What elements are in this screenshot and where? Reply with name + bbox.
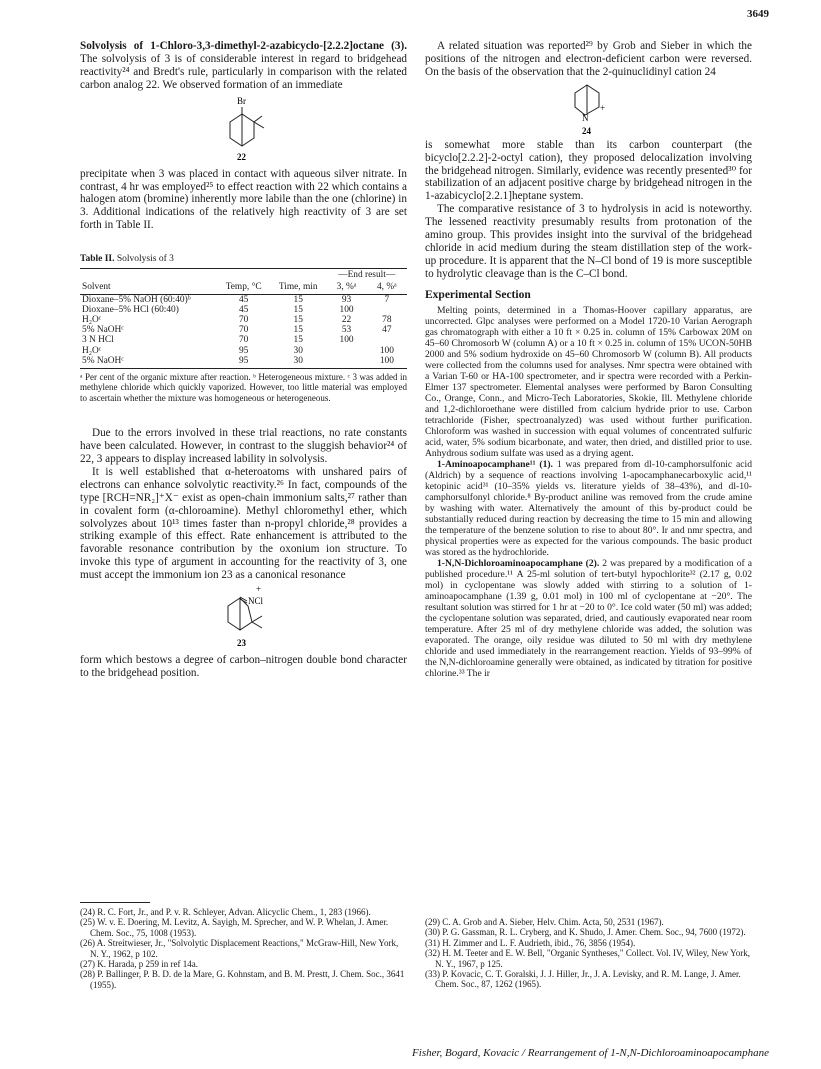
nitrogen-chloride-label: NCl	[247, 596, 263, 607]
reference-item: (30) P. G. Gassman, R. L. Cryberg, and K. Shudo, J. Amer. Chem. Soc., 94, 7600 (1972).	[425, 927, 746, 938]
table-cell: 70	[238, 335, 249, 346]
table-cell	[367, 305, 407, 315]
table-cell: 45	[238, 294, 249, 305]
table-cell: 15	[293, 304, 303, 315]
reference-item: (25) W. v. E. Doering, M. Levitz, A. Sayigh, M. Sprecher, and W. P. Whelan, J. Amer. Chem. Soc., 75, 1008 (1953).	[80, 917, 389, 938]
table-row	[80, 356, 407, 369]
column-header: Time, min	[270, 281, 326, 294]
right-column	[425, 40, 752, 679]
table-cell: 45	[238, 304, 249, 315]
table-cell: 100	[339, 304, 354, 315]
reference-item: (26) A. Streitwieser, Jr., "Solvolytic Displacement Reactions," McGraw-Hill, New York, N. Y., 1962, p 102.	[80, 938, 399, 959]
table-cell: 22	[341, 314, 352, 325]
table-row	[80, 305, 407, 315]
reference-item: (32) H. M. Teeter and E. W. Bell, "Organic Syntheses," Collect. Vol. IV, Wiley, New York, N. Y., 1967, p 125.	[425, 948, 750, 969]
left-paragraph-4: It is well established that α-heteroatoms with unshared pairs of electrons can enhance solvolytic reactivity.²⁶ In fact, compounds of the type [RCH=NR₂]⁺X⁻ exist as open-chain immonium salts,²⁷ rather than in covalent form (α-chloroamine). Methyl chloromethyl ether, which solvolyzes about 10¹³ times faster than n-propyl chloride,²⁸ provides a striking example of this effect. Rate enhancement is attributed to the favorable resonance contribution by the oxonium ion structure. To invoke this type of argument in accounting for the reactivity of 3, one must accept the immonium ion 23 as a canonical resonance	[80, 465, 407, 582]
paragraph-text: 1 was prepared from dl-10-camphorsulfonic acid (Aldrich) by a sequence of reactions involving 1-apocamphanecarboxylic acid,¹¹ ketopinic acid³¹ (10–35% yields vs. literature yields of 38–43%), and dl-10-camphorsulfonyl chloride.⁸ By-product aniline was removed from the crude amine by washing with water. Alternatively the amount of this by-product could be substantially reduced during reaction by decreasing the time to 15 min and allowing the temperature of the benzene solution to rise to about 80°. Ir and nmr spectra, and physical properties were as expected for the various compounds. The basic product was stored as the hydrochloride.	[425, 458, 753, 558]
run-in-heading-compound-1: 1-Aminoapocamphane¹¹ (1).	[437, 458, 553, 470]
charge-label: +	[599, 102, 605, 113]
table-cell: 47	[382, 325, 392, 336]
table-cell: Dioxane–5% HCl (60:40)	[82, 304, 179, 315]
table-cell: 15	[293, 314, 303, 325]
table-cell: 30	[293, 345, 303, 356]
table-row	[80, 315, 407, 325]
reference-item: (24) R. C. Fort, Jr., and P. v. R. Schleyer, Advan. Alicyclic Chem., 1, 283 (1966).	[80, 907, 371, 917]
paragraph-text: The solvolysis of 3 is of considerable interest in regard to bridgehead reactivity²⁴ and Bredt's rule, particularly in comparison with the related carbon analog 22. We observed formation of an immediate	[80, 52, 407, 91]
column-header: 3, %ᵃ	[326, 281, 366, 294]
table-cell: 78	[382, 314, 392, 325]
table-cell: 100	[379, 345, 394, 356]
table-label: Table II.	[80, 254, 115, 265]
column-header: Temp, °C	[217, 281, 270, 294]
table-cell: 95	[238, 345, 249, 356]
solvolysis-table	[80, 268, 407, 369]
table-row	[80, 294, 407, 305]
table-cell: 15	[293, 294, 303, 305]
quinuclidine-skeleton	[575, 85, 599, 115]
table-header-row	[80, 281, 407, 294]
table-cell: 30	[270, 356, 326, 369]
table-cell: 15	[293, 335, 303, 346]
references-left	[80, 907, 407, 990]
column-header: Solvent	[80, 281, 217, 294]
table-cell: 95	[217, 356, 270, 369]
structure-23	[204, 584, 284, 652]
table-cell: Dioxane–5% NaOH (60:40)ᵇ	[82, 294, 191, 305]
table-cell	[326, 346, 366, 356]
table-cell: 53	[341, 325, 352, 336]
right-paragraph-2: is somewhat more stable than its carbon counterpart (the bicyclo[2.2.2]-2-octyl cation), they proposed delocalization involving the bridgehead nitrogen. Similarly, evidence was recently presented³⁰ for stabilization of an adjacent positive charge by bridgehead nitrogen in the 1-azabicyclo[2.2.1]heptane system.	[425, 138, 752, 203]
references-right	[425, 917, 752, 990]
page-number: 3649	[747, 8, 769, 20]
left-paragraph-1	[80, 40, 407, 92]
table-cell: H₂Oᶜ	[82, 314, 102, 325]
left-paragraph-3: Due to the errors involved in these trial reactions, no rate constants have been calculated. However, in contrast to the sluggish behavior²⁴ of 22, 3 appears to display increased lability in solvolysis.	[80, 427, 407, 466]
structure-22	[204, 94, 284, 166]
experimental-paragraph-1: Melting points, determined in a Thomas-Hoover capillary apparatus, are uncorrected. Glpc analyses were performed on a Model 1720-10 Varian Aerograph gas chromatograph with either a 10 ft × 0.25 in. column of 15% Carbowax 20M on 45–60 Chromosorb W (column A) or a 10 ft × 0.25 in. column of 15% UCON-50HB 2000 and 5% sodium hydroxide on 45–60 Chromosorb W (column B). All products were collected from the columns used for analyses. Nmr spectra were obtained with a Varian T-60 or HA-100 spectrometer, and ir spectra were recorded with a Perkin-Elmer 137 spectrometer. Elemental analyses were performed by Baron Consulting Co., Orange, Conn., and Micro-Tech Laboratories, Skokie, Ill. Methylene chloride and 1,2-dichloroethane were distilled from calcium hydride prior to use. Carbon tetrachloride (Fisher, spectroanalyzed) was used without further purification. Chloroform was washed in succession with equal volumes of concentrated sulfuric acid, water, 5% sodium bicarbonate, and water, then dried, and distilled prior to use. Anhydrous sodium sulfate was used as a drying agent.	[425, 304, 752, 459]
table-cell: 100	[367, 356, 407, 369]
table-cell: 5% NaOHᶜ	[82, 325, 124, 336]
table-cell: 70	[238, 325, 249, 336]
paragraph-text: 2 was prepared by a modification of a published procedure.¹¹ A 25-ml solution of tert-butyl hypochlorite³² (2.17 g, 0.02 mol) in cyclopentane was slowly added with stirring to a solution of 1-aminoapocamphane (1.39 g, 0.01 mol) in 100 ml of cyclopentane at −20°. The resultant solution was stirred for 1 hr at −20 to 0°. Ice cold water (50 ml) was added; the cyclopentane solution was separated, dried, and cautiously evaporated near room temperature. After 25 ml of dry methylene chloride was added, the solution was evaporated. The orange, oily residue was diluted to 50 ml with dry methylene chloride and used immediately in the rearrangement reaction. Yields of 93–99% of the N,N-dichloroamine generally were obtained, as indicated by titration for positive chlorine.³³ The ir	[425, 557, 752, 679]
table-cell: 100	[339, 335, 354, 346]
reference-item: (29) C. A. Grob and A. Sieber, Helv. Chim. Acta, 50, 2531 (1967).	[425, 917, 664, 927]
running-footer: Fisher, Bogard, Kovacic / Rearrangement of 1-N,N-Dichloroaminoapocamphane	[412, 1047, 769, 1059]
table-cell: 7	[384, 294, 390, 305]
compound-number-24: 24	[581, 125, 591, 136]
experimental-paragraph-2	[425, 459, 752, 558]
table-cell: 70	[238, 314, 249, 325]
left-paragraph-5: form which bestows a degree of carbon–nitrogen double bond character to the bridgehead position.	[80, 654, 407, 679]
run-in-heading-compound-2: 1-N,N-Dichloroaminoapocamphane (2).	[437, 557, 600, 569]
section-run-in-heading: Solvolysis of 1-Chloro-3,3-dimethyl-2-azabicyclo-[2.2.2]octane (3).	[80, 40, 407, 52]
bromine-atom-label: Br	[236, 95, 246, 106]
table-cell: 3 N HCl	[82, 335, 114, 346]
right-paragraph-3: The comparative resistance of 3 to hydrolysis in acid is noteworthy. The lessened reactivity presumably results from protonation of the amino group. This provides insight into the survival of the bridgehead chloride in acid medium during the steam distillation step of the work-up procedure. It is apparent that the N–Cl bond of 19 is more susceptible to hydrolytic cleavage than is the C–Cl bond.	[425, 203, 752, 280]
footnote-rule	[80, 902, 150, 903]
table-cell: 15	[293, 325, 303, 336]
compound-number-22: 22	[236, 151, 246, 162]
left-column	[80, 40, 407, 680]
bicyclooctane-skeleton	[230, 107, 264, 146]
column-header: 4, %ᵃ	[367, 281, 407, 294]
table-cell: 5% NaOHᶜ	[80, 356, 217, 369]
reference-item: (33) P. Kovacic, C. T. Goralski, J. J. Hiller, Jr., J. A. Levisky, and R. M. Lange, J. Amer. Chem. Soc., 87, 1262 (1965).	[425, 969, 741, 990]
table-title: Solvolysis of 3	[116, 254, 174, 265]
table-footnote: ᵃ Per cent of the organic mixture after reaction. ᵇ Heterogeneous mixture. ᶜ 3 was added in methylene chloride which quickly vaporized. However, too little material was employed to ascertain whether the mixture was homogeneous or heterogeneous.	[80, 371, 407, 403]
table-cell	[367, 335, 407, 345]
table-cell: 93	[341, 294, 352, 305]
table-caption	[80, 254, 407, 264]
compound-number-23: 23	[236, 638, 246, 649]
table-cell: H₂Oᶜ	[82, 345, 102, 356]
reference-item: (27) K. Harada, p 259 in ref 14a.	[80, 959, 198, 970]
table-row	[80, 346, 407, 356]
table-cell	[326, 356, 366, 369]
table-row	[80, 325, 407, 335]
table-header-row-group	[80, 269, 407, 282]
experimental-section-heading: Experimental Section	[425, 288, 531, 301]
reference-item: (28) P. Ballinger, P. B. D. de la Mare, G. Kohnstam, and B. M. Prestt, J. Chem. Soc., 3641 (1955).	[80, 969, 405, 990]
charge-label: +	[255, 584, 261, 595]
table-row	[80, 335, 407, 345]
group-header-end-result: —End result—	[338, 270, 396, 281]
experimental-paragraph-3	[425, 558, 752, 679]
reference-item: (31) H. Zimmer and L. F. Audrieth, ibid., 76, 3856 (1954).	[425, 937, 636, 948]
right-paragraph-1: A related situation was reported²⁹ by Grob and Sieber in which the positions of the nitrogen and electron-deficient carbon were reversed. On the basis of the observation that the 2-quinuclidinyl cation 24	[425, 40, 752, 78]
structure-24	[549, 81, 629, 137]
left-paragraph-2: precipitate when 3 was placed in contact with aqueous silver nitrate. In contrast, 4 hr was employed²⁵ to effect reaction with 22 which contains a halogen atom (bromine) inherently more labile than the one (chlorine) in 3. Additional indications of the relatively high reactivity of 3 are set forth in Table II.	[80, 167, 407, 232]
nitrogen-atom-label: N	[581, 112, 588, 123]
